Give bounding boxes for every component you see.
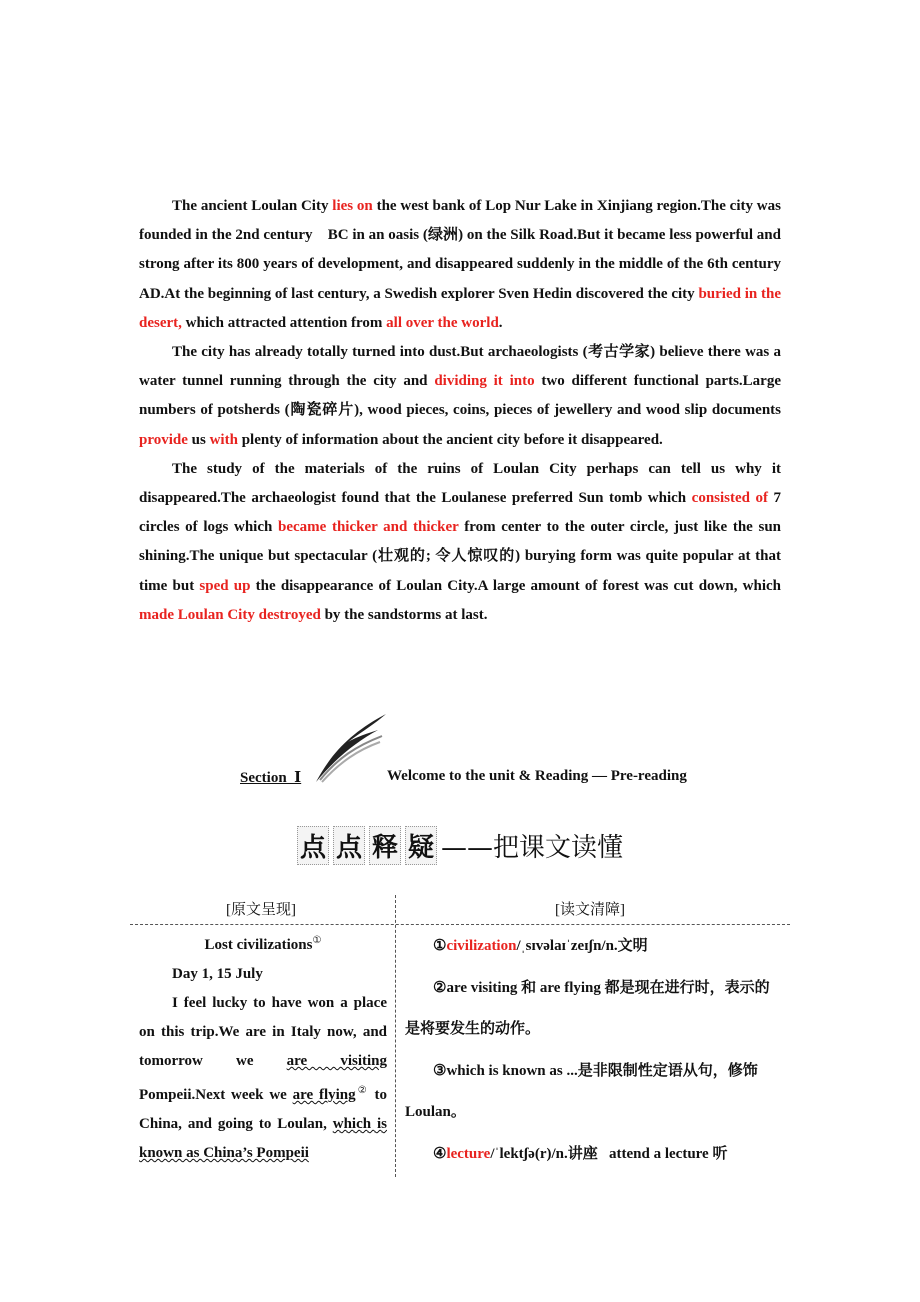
footnote-marker: ② (355, 1085, 369, 1096)
underlined-phrase: which is known as China’s Pompeii (139, 1116, 387, 1161)
text-run: ③which is known as ...是非限制性定语从句，修饰 Loulan。 (405, 1062, 758, 1120)
text-run: The city has already totally turned into dust.But archaeologists (考古学家) believe there was a water tunnel running through the city and (139, 344, 781, 390)
text-run: 7 circles of logs which (139, 490, 781, 536)
dashed-divider-vertical (395, 895, 396, 1177)
highlighted-phrase: became thicker and thicker (278, 519, 459, 536)
original-text-column (139, 926, 387, 1168)
text-run: which attracted attention from (181, 314, 387, 331)
text-run: ④ (433, 1145, 447, 1162)
banner-subtitle: ——把课文读懂 (441, 833, 624, 863)
highlighted-phrase: buried in the desert, (139, 285, 781, 331)
highlighted-phrase: with (209, 431, 238, 448)
notes-column (405, 926, 782, 1175)
text-run: ① (433, 938, 447, 954)
right-column-heading: [读文清障] (555, 902, 625, 918)
banner-char: 点 (333, 826, 365, 865)
underlined-phrase: are flying (292, 1087, 356, 1103)
banner-char: 点 (297, 826, 329, 865)
banner-char: 释 (369, 826, 401, 865)
highlighted-phrase: dividing it into (434, 373, 535, 390)
text-run: two different functional parts.Large numbers of potsherds (陶瓷碎片), wood pieces, coins, pieces of jewellery and wood slip documents (139, 373, 781, 419)
paragraph (139, 989, 387, 1168)
text-run: to China, and going to Loulan, (139, 1087, 388, 1132)
highlighted-phrase: all over the world (386, 314, 499, 331)
highlighted-phrase: civilization (446, 938, 517, 954)
text-run: ②are visiting 和 are flying 都是现在进行时，表示的是将要发生的动作。 (405, 979, 770, 1037)
paragraph (405, 926, 782, 968)
underlined-phrase: are visiting (286, 1053, 387, 1069)
text-run: from center to the outer circle, just like the sun shining.The unique but spectacular (壮观的; 令人惊叹的) burying form was quite popular at that time but (139, 519, 782, 594)
paragraph (405, 1051, 782, 1134)
quill-icon (312, 712, 392, 784)
paragraph (139, 960, 387, 989)
highlighted-phrase: lecture (446, 1145, 491, 1162)
text-run: The study of the materials of the ruins of Loulan City perhaps can tell us why it disappeared.The archaeologist found that the Loulanese preferred Sun tomb which (139, 460, 781, 507)
text-run: the west bank of Lop Nur Lake in Xinjiang region.The city was founded in the 2nd century BC in an oasis (绿洲) on the Silk Road.But it became less powerful and strong after its 800 years of development, and disappeared suddenly in the middle of the 6th century AD.At the beginning of last century, a Swedish explorer Sven Hedin discovered the city (139, 198, 781, 302)
dashed-divider-horizontal (130, 924, 790, 925)
highlighted-phrase: sped up (199, 577, 251, 594)
highlighted-phrase: made Loulan City destroyed (139, 606, 321, 623)
left-column-heading: [原文呈现] (226, 902, 296, 918)
paragraph (139, 338, 781, 455)
text-run: Pompeii.Next week we (139, 1087, 293, 1103)
text-run: /ˈlektʃə(r)/n.讲座 attend a lecture 听 (490, 1145, 728, 1162)
banner-heading (0, 826, 920, 865)
footnote-marker: ① (312, 935, 322, 946)
text-run: /ˌsɪvəlaɪˈzeɪʃn/n.文明 (516, 938, 648, 954)
section-title: Welcome to the unit & Reading — Pre-reading (387, 768, 687, 784)
paragraph (405, 1134, 782, 1176)
text-run: The ancient Loulan City (172, 198, 333, 214)
highlighted-phrase: provide (139, 431, 188, 448)
section-label: Section Ⅰ (240, 770, 302, 786)
text-run: Lost civilizations (204, 937, 313, 953)
text-run: us (187, 431, 210, 448)
text-run: . (498, 314, 503, 331)
text-run: by the sandstorms at last. (320, 606, 488, 623)
reading-passage (139, 192, 781, 630)
text-run: I feel lucky to have won a place on this trip.We are in Italy now, and tomorrow we (139, 995, 387, 1069)
banner-char: 疑 (405, 826, 437, 865)
text-run: Day 1, 15 July (172, 966, 263, 982)
paragraph (139, 455, 781, 630)
paragraph (405, 968, 782, 1051)
highlighted-phrase: consisted of (691, 490, 768, 507)
highlighted-phrase: lies on (332, 198, 373, 214)
paragraph (139, 926, 387, 960)
text-run: the disappearance of Loulan City.A large amount of forest was cut down, which (250, 577, 782, 594)
paragraph (139, 192, 781, 338)
text-run: plenty of information about the ancient city before it disappeared. (237, 431, 663, 448)
